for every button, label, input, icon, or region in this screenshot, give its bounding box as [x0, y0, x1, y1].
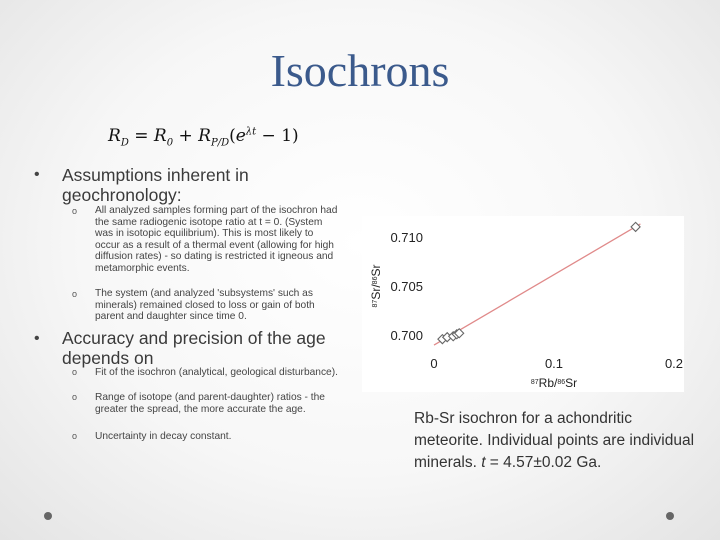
caption-text: Rb-Sr isochron for a achondritic meteorite. Individual points are individual minerals. — [414, 410, 695, 471]
isochron-chart — [362, 216, 684, 392]
sub-bullet-decay: Uncertainty in decay constant. — [95, 431, 232, 442]
eq-exp: $e^{\lambda t}$ — [235, 126, 257, 146]
sub-bullet-closed-system: The system (and analyzed 'subsystems' such as minerals) remained closed to loss or gain of both parent and daughter since time 0. — [95, 288, 315, 323]
data-point — [631, 222, 640, 231]
sub-bullet-dot: o — [72, 392, 78, 402]
bullet-dot: • — [34, 330, 40, 347]
sub-bullet-fit: Fit of the isochron (analytical, geological disturbance). — [95, 367, 338, 378]
eq-rpd: $R_{P/D}$ — [198, 126, 230, 149]
y-tick-label: 0.705 — [390, 279, 423, 294]
sub-bullet-dot: o — [72, 431, 78, 441]
sub-bullet-dot: o — [72, 367, 78, 377]
y-tick-label: 0.710 — [390, 229, 423, 245]
caption-age: = 4.57±0.02 Ga. — [485, 454, 602, 471]
bullet-accuracy: Accuracy and precision of the age depends on — [62, 328, 326, 368]
slide-title: Isochrons — [270, 45, 450, 96]
bullet-assumptions: Assumptions inherent in geochronology: — [62, 165, 249, 205]
caption-t: t — [481, 454, 486, 471]
y-tick-label: 0.700 — [390, 328, 423, 344]
eq-r0: $R_0$ — [153, 126, 174, 149]
chart-caption — [414, 408, 704, 474]
bullet-dot: • — [34, 166, 40, 183]
sub-bullet-dot: o — [72, 289, 78, 299]
x-tick-label: 0.2 — [664, 356, 684, 371]
eq-minus-one: − 1) — [256, 126, 299, 146]
isochron-equation — [108, 126, 299, 148]
x-tick-label: 0 — [430, 356, 438, 371]
sub-bullet-equilibrium: All analyzed samples forming part of the isochron had the same radiogenic isotope ratio at t = 0. (System was in isotopic equilibrium). This is most likely to occur as a result of a thermal event (allowing for high diffusion rates) - so dating is restricted it igneous and metamorphic events. — [95, 205, 338, 274]
x-axis-label: $^{87}$Rb/$^{86}$Sr — [530, 376, 578, 390]
fit-line — [434, 224, 640, 345]
eq-paren: ( — [229, 126, 236, 146]
y-axis-label: $^{87}$Sr/$^{86}$Sr — [369, 264, 383, 308]
eq-rd: $R_D$ — [108, 126, 129, 149]
isochron-plot — [362, 216, 684, 392]
corner-dot-right — [666, 512, 674, 520]
eq-plus: + — [173, 126, 199, 146]
corner-dot-left — [44, 512, 52, 520]
sub-bullet-range: Range of isotope (and parent-daughter) ratios - the greater the spread, the more accurate the age. — [95, 392, 325, 415]
sub-bullet-dot: o — [72, 206, 78, 216]
eq-equals: = — [128, 126, 154, 146]
x-tick-label: 0.1 — [544, 356, 564, 371]
